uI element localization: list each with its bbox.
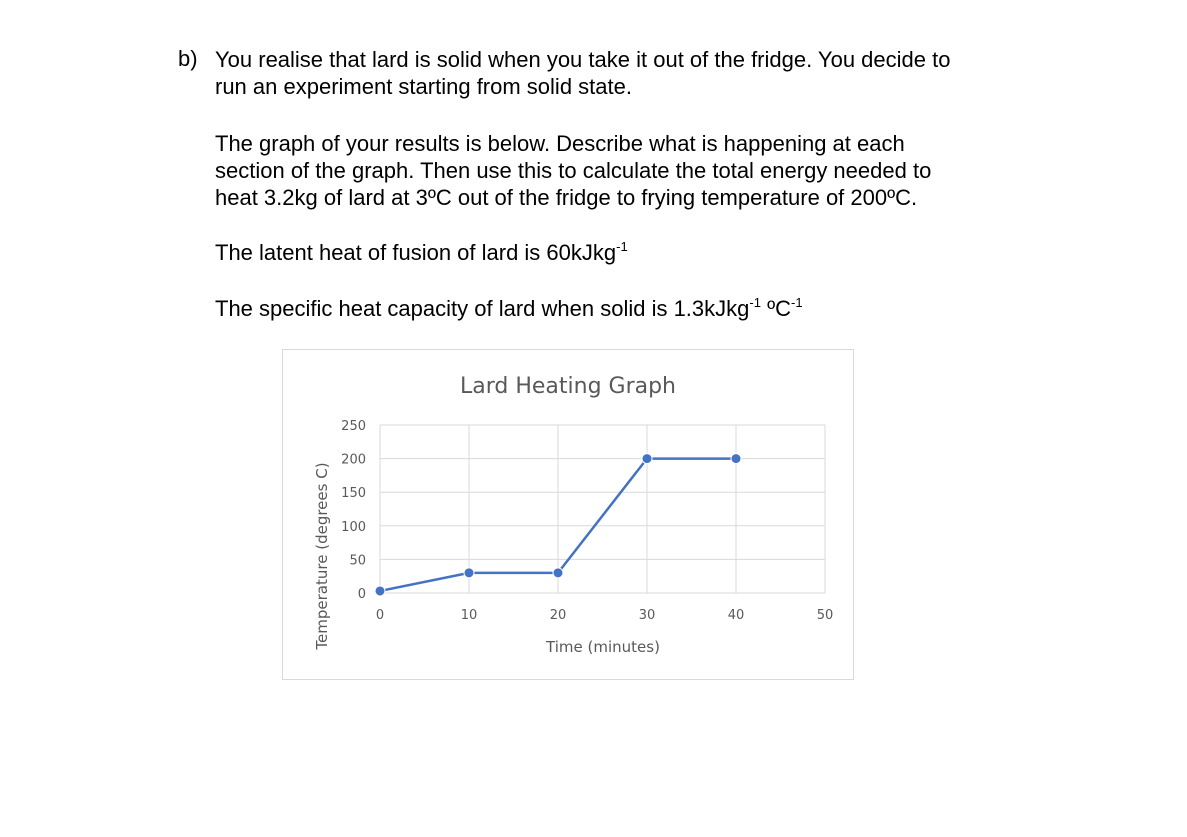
question-p2-line-2: section of the graph. Then use this to calculate the total energy needed to: [215, 158, 932, 183]
chart-container: [282, 349, 854, 680]
specific-heat-unit: ºC: [760, 296, 791, 321]
data-point: [553, 568, 563, 578]
data-point: [464, 568, 474, 578]
y-tick-label: 50: [349, 553, 366, 569]
y-tick-label: 150: [341, 486, 366, 502]
specific-heat-text: The specific heat capacity of lard when solid is 1.3kJkg: [215, 296, 750, 321]
latent-heat-statement: [215, 239, 628, 266]
y-axis-label: Temperature (degrees C): [313, 462, 331, 650]
question-paragraph-2: [215, 130, 931, 211]
question-p2-line-3: heat 3.2kg of lard at 3ºC out of the fridge to frying temperature of 200ºC.: [215, 185, 918, 210]
latent-heat-text: The latent heat of fusion of lard is 60kJkg: [215, 240, 617, 265]
x-axis-label: Time (minutes): [546, 638, 660, 656]
question-line-2: run an experiment starting from solid state.: [215, 74, 632, 99]
specific-heat-exponent-1: -1: [749, 295, 761, 310]
data-point: [375, 586, 385, 596]
x-tick-label: 30: [638, 608, 656, 623]
specific-heat-exponent-2: -1: [791, 295, 803, 310]
question-line-1: You realise that lard is solid when you take it out of the fridge. You decide to: [215, 47, 951, 72]
x-tick-label: 40: [727, 608, 745, 623]
chart-svg: [283, 350, 855, 681]
x-tick-label: 0: [375, 608, 385, 623]
grid-lines: [380, 425, 825, 593]
y-tick-label: 0: [357, 587, 366, 602]
data-point: [642, 454, 652, 464]
chart-title: Lard Heating Graph: [459, 374, 677, 399]
question-paragraph-1: [215, 46, 950, 100]
question-label: b): [178, 46, 198, 71]
y-tick-label: 250: [341, 419, 366, 434]
specific-heat-statement: [215, 295, 803, 322]
data-point: [731, 454, 741, 464]
x-tick-label: 20: [549, 608, 567, 623]
y-tick-label: 100: [341, 519, 366, 535]
y-tick-label: 200: [341, 452, 366, 468]
latent-heat-exponent: -1: [616, 239, 628, 254]
x-tick-label: 50: [816, 608, 834, 623]
x-tick-label: 10: [460, 608, 478, 623]
tick-labels: [341, 419, 833, 623]
question-p2-line-1: The graph of your results is below. Describe what is happening at each: [215, 131, 905, 156]
